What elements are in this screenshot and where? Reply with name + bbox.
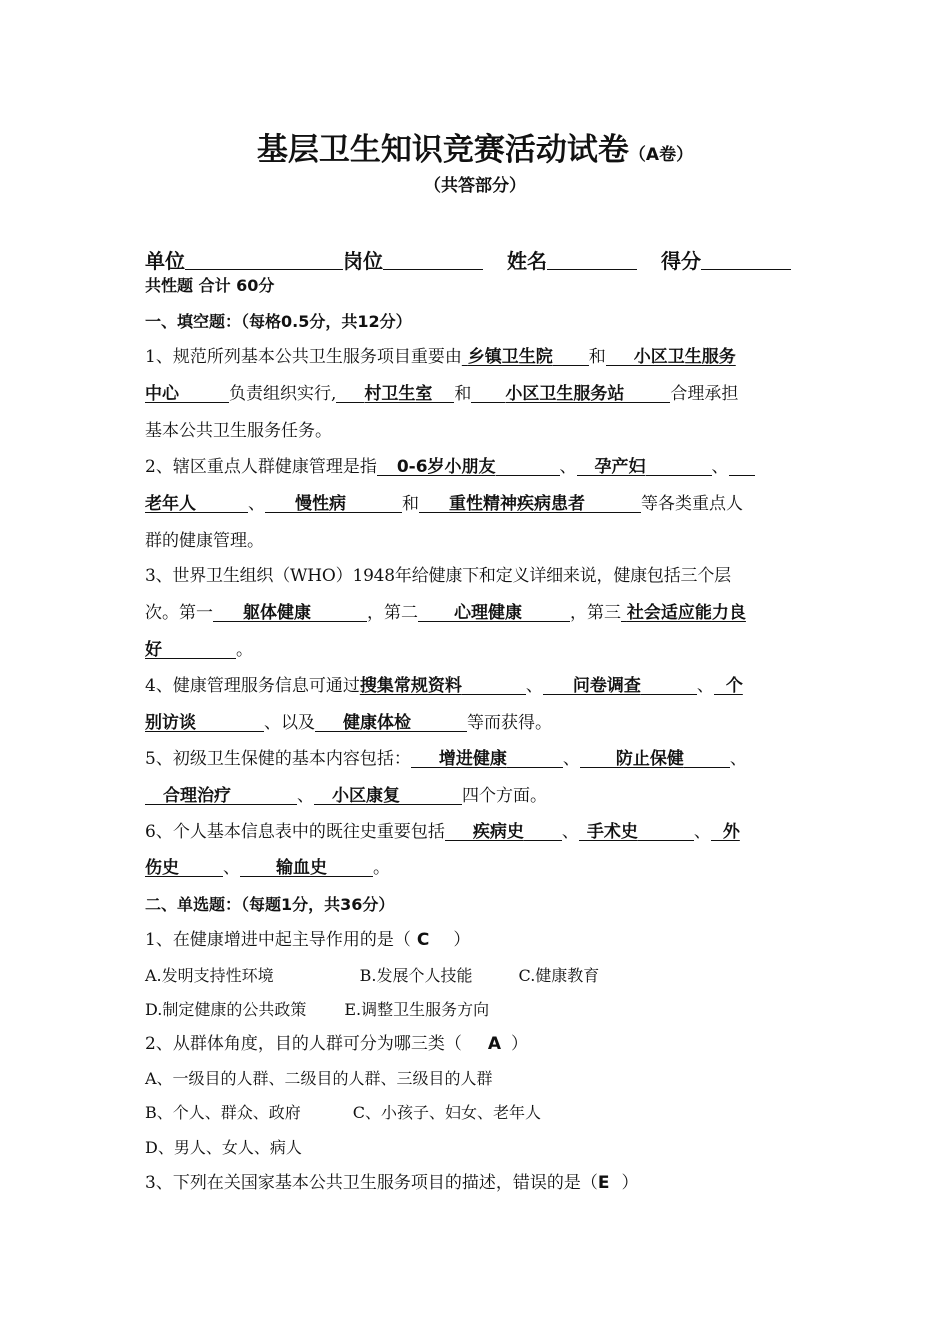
p1-q6-text: 6、个人基本信息表中的既往史重要包括: [145, 822, 445, 842]
p2-q1-option-b: B.发展个人技能: [359, 966, 473, 985]
p1-q6-line2: [145, 853, 810, 883]
p2-q1-options-row1: [145, 961, 810, 991]
p1-q1-text: 合理承担: [670, 384, 739, 404]
p1-q2-line2: [145, 489, 810, 519]
separator: 、: [561, 822, 579, 842]
p2-q1-option-d: D.制定健康的公共政策: [145, 1000, 307, 1019]
name-blank[interactable]: [547, 245, 637, 270]
p1-q4-answer3-cont: 别访谈: [145, 713, 264, 733]
p1-q3-text: 次。第一: [145, 603, 213, 623]
separator: 、: [223, 858, 240, 878]
p1-q1-text: 和: [588, 347, 606, 367]
p2-q1-text: ）: [453, 930, 471, 950]
p1-q3-line2: [145, 598, 810, 628]
p1-q3-answer3-cont: 好: [145, 640, 236, 660]
p1-q4-line1: [145, 671, 810, 701]
p2-q2-stem: [145, 1029, 810, 1059]
p2-q2-text: 2、从群体角度，目的人群可分为哪三类（: [145, 1034, 462, 1054]
p1-q6-line1: [145, 817, 810, 847]
p1-q5-answer4: 小区康复: [314, 786, 462, 806]
separator: 、: [248, 494, 265, 514]
p2-q3-answer: E: [597, 1173, 610, 1193]
p1-q3-line3: [145, 635, 810, 665]
p2-q1-options-row2: [145, 995, 810, 1025]
score-label: 得分: [661, 249, 701, 273]
p2-q2-answer: A: [487, 1034, 501, 1054]
p1-q6-answer4: 输血史: [240, 858, 373, 878]
separator: 、: [297, 786, 314, 806]
exam-title: [0, 128, 950, 177]
p2-q1-stem: [145, 925, 810, 955]
p1-q2-text: 2、辖区重点人群健康管理是指: [145, 457, 377, 477]
p1-q5-answer1: 增进健康: [411, 749, 563, 769]
p2-q1-option-e: E.调整卫生服务方向: [344, 1000, 490, 1019]
name-label: 姓名: [507, 249, 547, 273]
title-suffix: （A卷）: [628, 145, 694, 165]
p1-q1-answer4: 小区卫生服务站: [471, 384, 670, 404]
exam-subtitle: （共答部分）: [424, 176, 526, 196]
p2-q3-text: 3、下列在关国家基本公共卫生服务项目的描述，错误的是（: [145, 1173, 598, 1193]
p1-q4-answer4: 健康体检: [315, 713, 467, 733]
p1-q4-answer3: 个: [714, 676, 743, 696]
p2-q2-option-d: D、男人、女人、病人: [145, 1138, 302, 1157]
p1-q4-line2: [145, 708, 810, 738]
p1-q3-answer3: 社会适应能力良: [626, 603, 746, 623]
p1-q5-text: 四个方面。: [462, 786, 547, 806]
p1-q2-answer1: 0-6岁小朋友: [377, 457, 560, 477]
part2-heading: 二、单选题：（每题1分，共36分）: [145, 895, 395, 914]
p1-q3-line1: 3、世界卫生组织（WHO）1948年给健康下和定义详细来说，健康包括三个层: [145, 566, 731, 586]
p1-q6-answer2: 手术史: [579, 822, 694, 842]
p2-q3-text: ）: [621, 1173, 639, 1193]
p1-q4-answer2: 问卷调查: [543, 676, 697, 696]
p1-q6-answer1: 疾病史: [445, 822, 562, 842]
p1-q4-answer1: 搜集常规资料: [360, 676, 526, 696]
p1-q5-line2: [145, 781, 810, 811]
p1-q1-text: 负责组织实行,: [229, 384, 337, 404]
p1-q5-answer2: 防止保健: [580, 749, 730, 769]
separator: 、: [559, 457, 577, 477]
p1-q5-line1: [145, 744, 810, 774]
p1-q2-answer3: 老年人: [145, 494, 248, 514]
p1-q3-answer2: 心理健康: [418, 603, 570, 623]
p2-q2-option-a: A、一级目的人群、二级目的人群、三级目的人群: [145, 1069, 493, 1088]
p2-q1-text: 1、在健康增进中起主导作用的是（: [145, 930, 411, 950]
p1-q4-text: 等而获得。: [467, 713, 552, 733]
p1-q2-line1: [145, 452, 810, 482]
p1-q6-text: 。: [373, 858, 390, 878]
p1-q5-text: 5、初级卫生保健的基本内容包括：: [145, 749, 411, 769]
score-blank[interactable]: [701, 245, 791, 270]
separator: 、: [693, 822, 711, 842]
separator: 、: [525, 676, 543, 696]
title-text: 基层卫生知识竞赛活动试卷: [256, 132, 629, 168]
p2-q1-option-c: C.健康教育: [518, 966, 600, 985]
post-label: 岗位: [343, 249, 383, 273]
p1-q3-text: 。: [236, 640, 253, 660]
p1-q2-answer5: 重性精神疾病患者: [419, 494, 641, 514]
p1-q2-answer3-start: [729, 455, 755, 476]
p2-q1-answer: C: [416, 930, 430, 950]
p1-q3-answer1: 躯体健康: [213, 603, 367, 623]
p1-q1-answer2-cont: 中心: [145, 384, 229, 404]
p1-q1-text: 和: [454, 384, 472, 404]
p2-q2-options-row2: [145, 1098, 810, 1128]
p1-q1-text: 1、规范所列基本公共卫生服务项目重要由: [145, 347, 462, 367]
p1-q1-answer2: 小区卫生服务: [606, 347, 736, 367]
p1-q2-text: 和: [402, 494, 419, 514]
part1-heading: 一、填空题：（每格0.5分，共12分）: [145, 312, 412, 331]
unit-blank[interactable]: [185, 245, 343, 270]
p2-q2-option-c: C、小孩子、妇女、老年人: [352, 1103, 542, 1122]
p1-q1-answer3: 村卫生室: [336, 384, 454, 404]
p2-q2-text: ）: [511, 1034, 528, 1054]
p1-q2-answer4: 慢性病: [265, 494, 402, 514]
p1-q6-answer3: 外: [711, 822, 740, 842]
separator: 、: [562, 749, 580, 769]
separator: 、: [729, 749, 747, 769]
p1-q2-line3: 群的健康管理。: [145, 531, 264, 551]
p1-q3-text: ，第三: [570, 603, 621, 623]
p1-q3-text: ，第二: [367, 603, 418, 623]
post-blank[interactable]: [383, 245, 483, 270]
common-section-heading: 共性题 合计 60分: [145, 276, 275, 295]
p1-q5-answer3: 合理治疗: [145, 786, 297, 806]
p1-q1-line3: 基本公共卫生服务任务。: [145, 421, 332, 441]
p1-q1-line2: [145, 379, 810, 409]
unit-label: 单位: [145, 249, 185, 273]
p1-q1-line1: [145, 342, 810, 372]
p1-q2-answer2: 孕产妇: [577, 457, 712, 477]
p2-q1-option-a: A.发明支持性环境: [145, 966, 274, 985]
p1-q2-text: 等各类重点人: [641, 494, 743, 514]
p1-q6-answer3-cont: 伤史: [145, 858, 223, 878]
separator: 、: [711, 457, 729, 477]
p2-q2-option-b: B、个人、群众、政府: [145, 1103, 301, 1122]
separator: 、: [696, 676, 714, 696]
p2-q3-stem: [145, 1168, 810, 1198]
p1-q4-text: 4、健康管理服务信息可通过: [145, 676, 360, 696]
p1-q4-text: 、以及: [264, 713, 315, 733]
p1-q1-answer1: 乡镇卫生院: [462, 347, 589, 367]
